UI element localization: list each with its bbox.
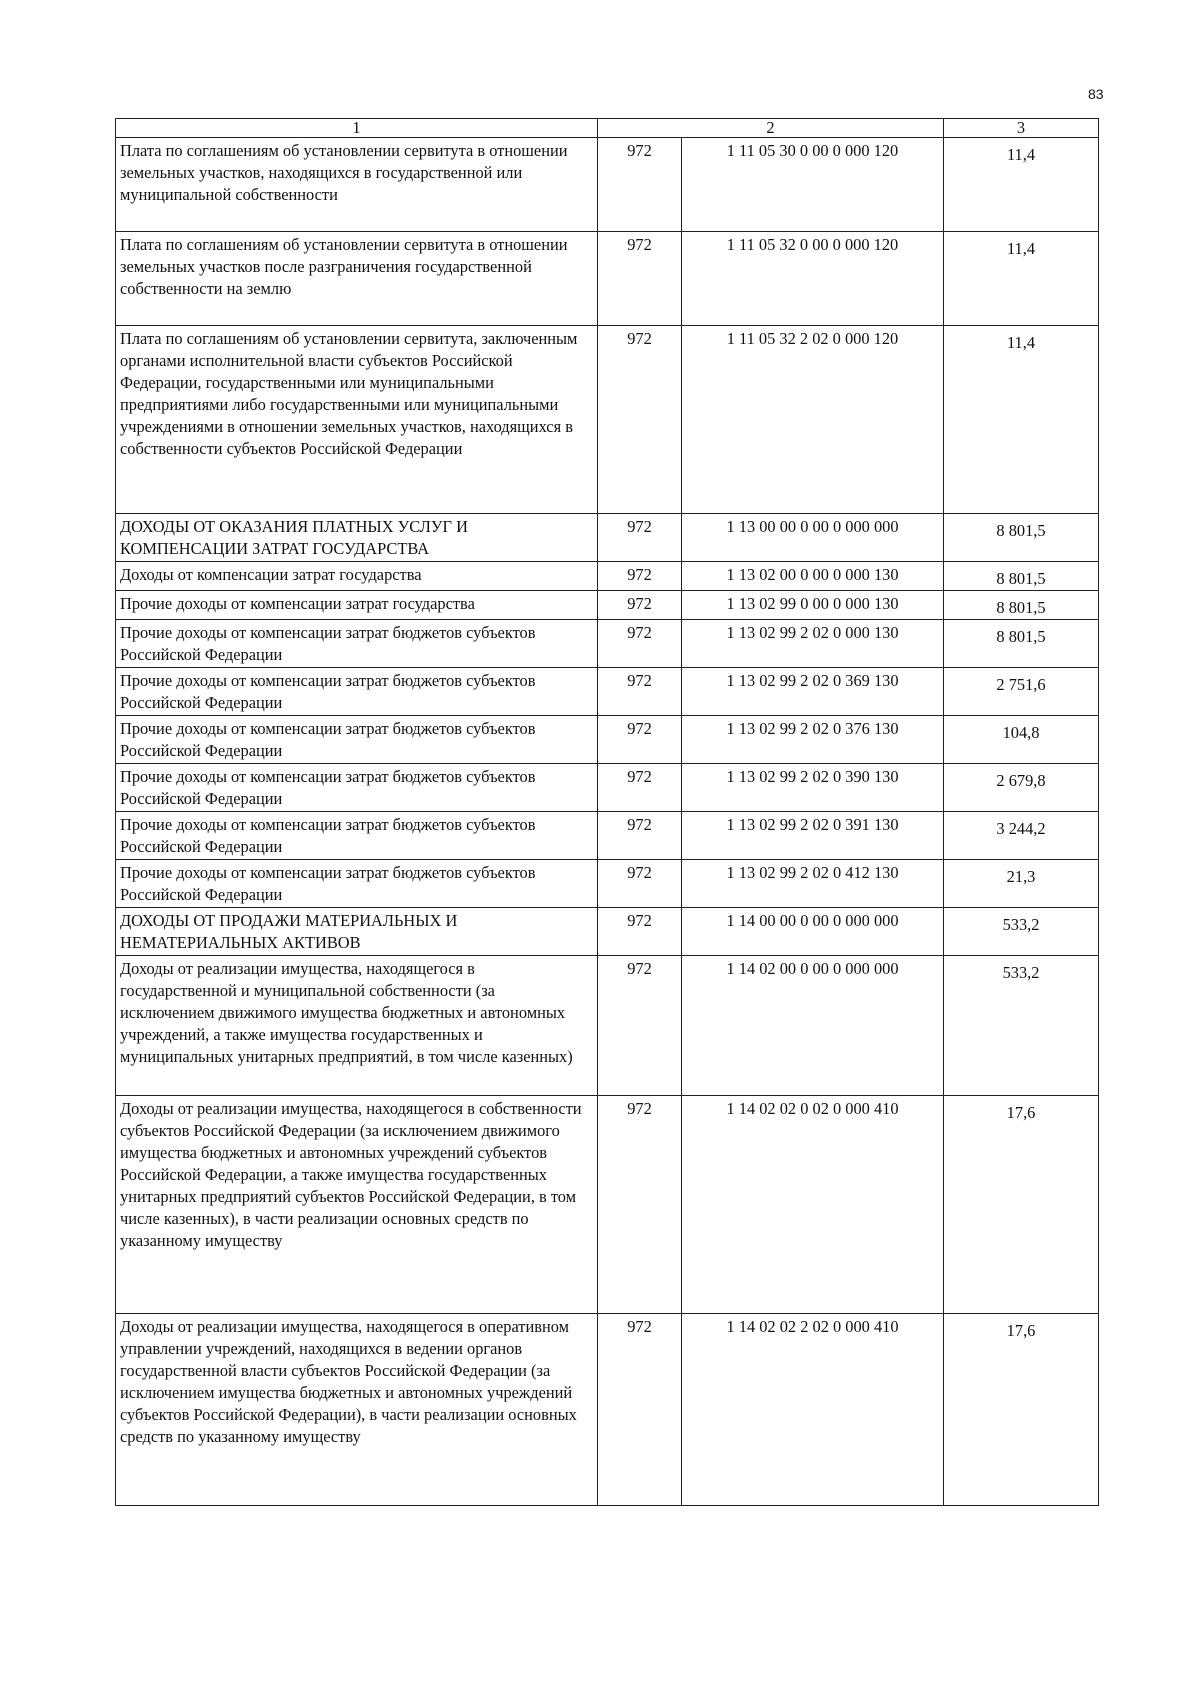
row-name-cell: Прочие доходы от компенсации затрат государства <box>116 591 598 620</box>
row-admin-code-cell: 972 <box>598 1096 682 1314</box>
row-amount-cell: 2 679,8 <box>944 764 1099 812</box>
header-col-3: 3 <box>944 119 1099 138</box>
row-budget-code-cell: 1 11 05 32 2 02 0 000 120 <box>682 326 944 514</box>
table-row <box>116 1096 1099 1314</box>
row-name-cell: Прочие доходы от компенсации затрат бюджетов субъектов Российской Федерации <box>116 620 598 668</box>
row-budget-code-cell: 1 13 02 99 2 02 0 369 130 <box>682 668 944 716</box>
table-row <box>116 232 1099 326</box>
table-row <box>116 908 1099 956</box>
table-row <box>116 956 1099 1096</box>
row-amount-cell: 3 244,2 <box>944 812 1099 860</box>
table-row <box>116 812 1099 860</box>
row-name-cell: Прочие доходы от компенсации затрат бюджетов субъектов Российской Федерации <box>116 860 598 908</box>
table-row <box>116 514 1099 562</box>
row-amount-cell: 11,4 <box>944 326 1099 514</box>
row-budget-code-cell: 1 13 02 99 2 02 0 391 130 <box>682 812 944 860</box>
table-row <box>116 1314 1099 1506</box>
table-row <box>116 326 1099 514</box>
row-admin-code-cell: 972 <box>598 591 682 620</box>
row-admin-code-cell: 972 <box>598 812 682 860</box>
revenue-table-wrapper <box>115 118 1098 1506</box>
row-budget-code-cell: 1 13 02 99 2 02 0 390 130 <box>682 764 944 812</box>
row-admin-code-cell: 972 <box>598 860 682 908</box>
row-name-cell: Плата по соглашениям об установлении сервитута в отношении земельных участков после разграничения государственной собственности на землю <box>116 232 598 326</box>
row-name-cell: Прочие доходы от компенсации затрат бюджетов субъектов Российской Федерации <box>116 668 598 716</box>
row-budget-code-cell: 1 13 02 99 2 02 0 000 130 <box>682 620 944 668</box>
table-row <box>116 591 1099 620</box>
table-row <box>116 860 1099 908</box>
row-name-cell: Доходы от компенсации затрат государства <box>116 562 598 591</box>
row-admin-code-cell: 972 <box>598 562 682 591</box>
row-amount-cell: 533,2 <box>944 908 1099 956</box>
row-admin-code-cell: 972 <box>598 1314 682 1506</box>
row-name-cell: Доходы от реализации имущества, находящегося в оперативном управлении учреждений, находящихся в ведении органов государственной власти субъектов Российской Федерации (за исключением имущества бюджетных и автономных учреждений субъектов Российской Федерации), в части реализации основных средств по указанному имуществу <box>116 1314 598 1506</box>
row-name-cell: Прочие доходы от компенсации затрат бюджетов субъектов Российской Федерации <box>116 716 598 764</box>
row-amount-cell: 8 801,5 <box>944 620 1099 668</box>
row-budget-code-cell: 1 14 00 00 0 00 0 000 000 <box>682 908 944 956</box>
row-budget-code-cell: 1 14 02 02 0 02 0 000 410 <box>682 1096 944 1314</box>
row-amount-cell: 8 801,5 <box>944 514 1099 562</box>
row-name-cell: Доходы от реализации имущества, находящегося в собственности субъектов Российской Федерации (за исключением движимого имущества бюджетных и автономных учреждений субъектов Российской Федерации, а также имущества государственных унитарных предприятий субъектов Российской Федерации, в том числе казенных), в части реализации основных средств по указанному имуществу <box>116 1096 598 1314</box>
row-amount-cell: 17,6 <box>944 1096 1099 1314</box>
row-name-cell: ДОХОДЫ ОТ ПРОДАЖИ МАТЕРИАЛЬНЫХ И НЕМАТЕРИАЛЬНЫХ АКТИВОВ <box>116 908 598 956</box>
row-budget-code-cell: 1 13 00 00 0 00 0 000 000 <box>682 514 944 562</box>
row-name-cell: Плата по соглашениям об установлении сервитута в отношении земельных участков, находящихся в государственной или муниципальной собственности <box>116 138 598 232</box>
row-name-cell: Доходы от реализации имущества, находящегося в государственной и муниципальной собственности (за исключением движимого имущества бюджетных и автономных учреждений, а также имущества государственных и муниципальных унитарных предприятий, в том числе казенных) <box>116 956 598 1096</box>
row-amount-cell: 11,4 <box>944 232 1099 326</box>
revenue-table <box>115 118 1099 1506</box>
row-admin-code-cell: 972 <box>598 138 682 232</box>
row-admin-code-cell: 972 <box>598 514 682 562</box>
row-amount-cell: 104,8 <box>944 716 1099 764</box>
row-budget-code-cell: 1 11 05 32 0 00 0 000 120 <box>682 232 944 326</box>
row-budget-code-cell: 1 11 05 30 0 00 0 000 120 <box>682 138 944 232</box>
table-row <box>116 138 1099 232</box>
row-admin-code-cell: 972 <box>598 668 682 716</box>
row-name-cell: Плата по соглашениям об установлении сервитута, заключенным органами исполнительной власти субъектов Российской Федерации, государственными или муниципальными предприятиями либо государственными или муниципальными учреждениями в отношении земельных участков, находящихся в собственности субъектов Российской Федерации <box>116 326 598 514</box>
header-col-1: 1 <box>116 119 598 138</box>
table-row <box>116 764 1099 812</box>
row-budget-code-cell: 1 13 02 99 2 02 0 412 130 <box>682 860 944 908</box>
row-amount-cell: 8 801,5 <box>944 591 1099 620</box>
table-header-row <box>116 119 1099 138</box>
table-body <box>116 138 1099 1506</box>
row-admin-code-cell: 972 <box>598 326 682 514</box>
page-number: 83 <box>1088 86 1104 102</box>
table-row <box>116 716 1099 764</box>
row-admin-code-cell: 972 <box>598 232 682 326</box>
row-name-cell: ДОХОДЫ ОТ ОКАЗАНИЯ ПЛАТНЫХ УСЛУГ И КОМПЕНСАЦИИ ЗАТРАТ ГОСУДАРСТВА <box>116 514 598 562</box>
row-amount-cell: 8 801,5 <box>944 562 1099 591</box>
row-budget-code-cell: 1 13 02 99 0 00 0 000 130 <box>682 591 944 620</box>
row-budget-code-cell: 1 13 02 99 2 02 0 376 130 <box>682 716 944 764</box>
row-admin-code-cell: 972 <box>598 956 682 1096</box>
row-budget-code-cell: 1 13 02 00 0 00 0 000 130 <box>682 562 944 591</box>
table-row <box>116 620 1099 668</box>
row-name-cell: Прочие доходы от компенсации затрат бюджетов субъектов Российской Федерации <box>116 764 598 812</box>
row-amount-cell: 21,3 <box>944 860 1099 908</box>
row-amount-cell: 2 751,6 <box>944 668 1099 716</box>
row-amount-cell: 11,4 <box>944 138 1099 232</box>
row-admin-code-cell: 972 <box>598 908 682 956</box>
row-budget-code-cell: 1 14 02 02 2 02 0 000 410 <box>682 1314 944 1506</box>
row-admin-code-cell: 972 <box>598 716 682 764</box>
table-row <box>116 562 1099 591</box>
row-admin-code-cell: 972 <box>598 764 682 812</box>
row-budget-code-cell: 1 14 02 00 0 00 0 000 000 <box>682 956 944 1096</box>
row-amount-cell: 17,6 <box>944 1314 1099 1506</box>
header-col-2: 2 <box>598 119 944 138</box>
row-name-cell: Прочие доходы от компенсации затрат бюджетов субъектов Российской Федерации <box>116 812 598 860</box>
row-admin-code-cell: 972 <box>598 620 682 668</box>
row-amount-cell: 533,2 <box>944 956 1099 1096</box>
table-row <box>116 668 1099 716</box>
